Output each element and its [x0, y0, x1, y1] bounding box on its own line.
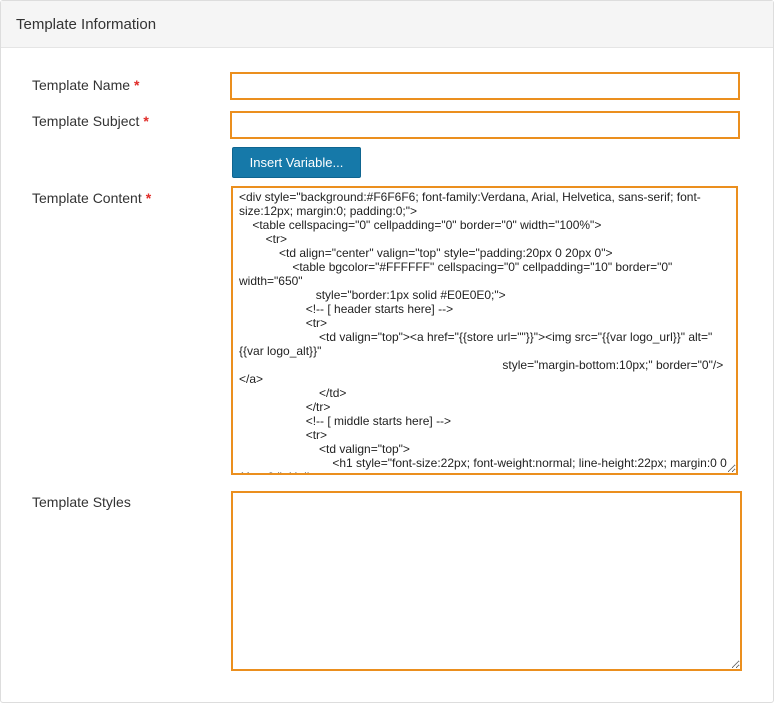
template-subject-input[interactable]	[230, 111, 740, 139]
insert-variable-button[interactable]: Insert Variable...	[232, 147, 361, 178]
required-mark: *	[143, 113, 149, 129]
required-mark: *	[145, 190, 152, 206]
panel-header	[1, 1, 773, 48]
template-name-input[interactable]	[230, 72, 740, 100]
template-styles-label: Template Styles	[32, 494, 131, 510]
template-content-label: Template Content *	[32, 190, 152, 206]
template-name-label: Template Name *	[32, 77, 140, 93]
panel-title: Template Information	[16, 15, 157, 33]
template-styles-textarea[interactable]	[231, 491, 742, 671]
template-content-textarea[interactable]	[231, 186, 738, 475]
template-subject-label: Template Subject *	[32, 113, 149, 129]
required-mark: *	[134, 77, 140, 93]
